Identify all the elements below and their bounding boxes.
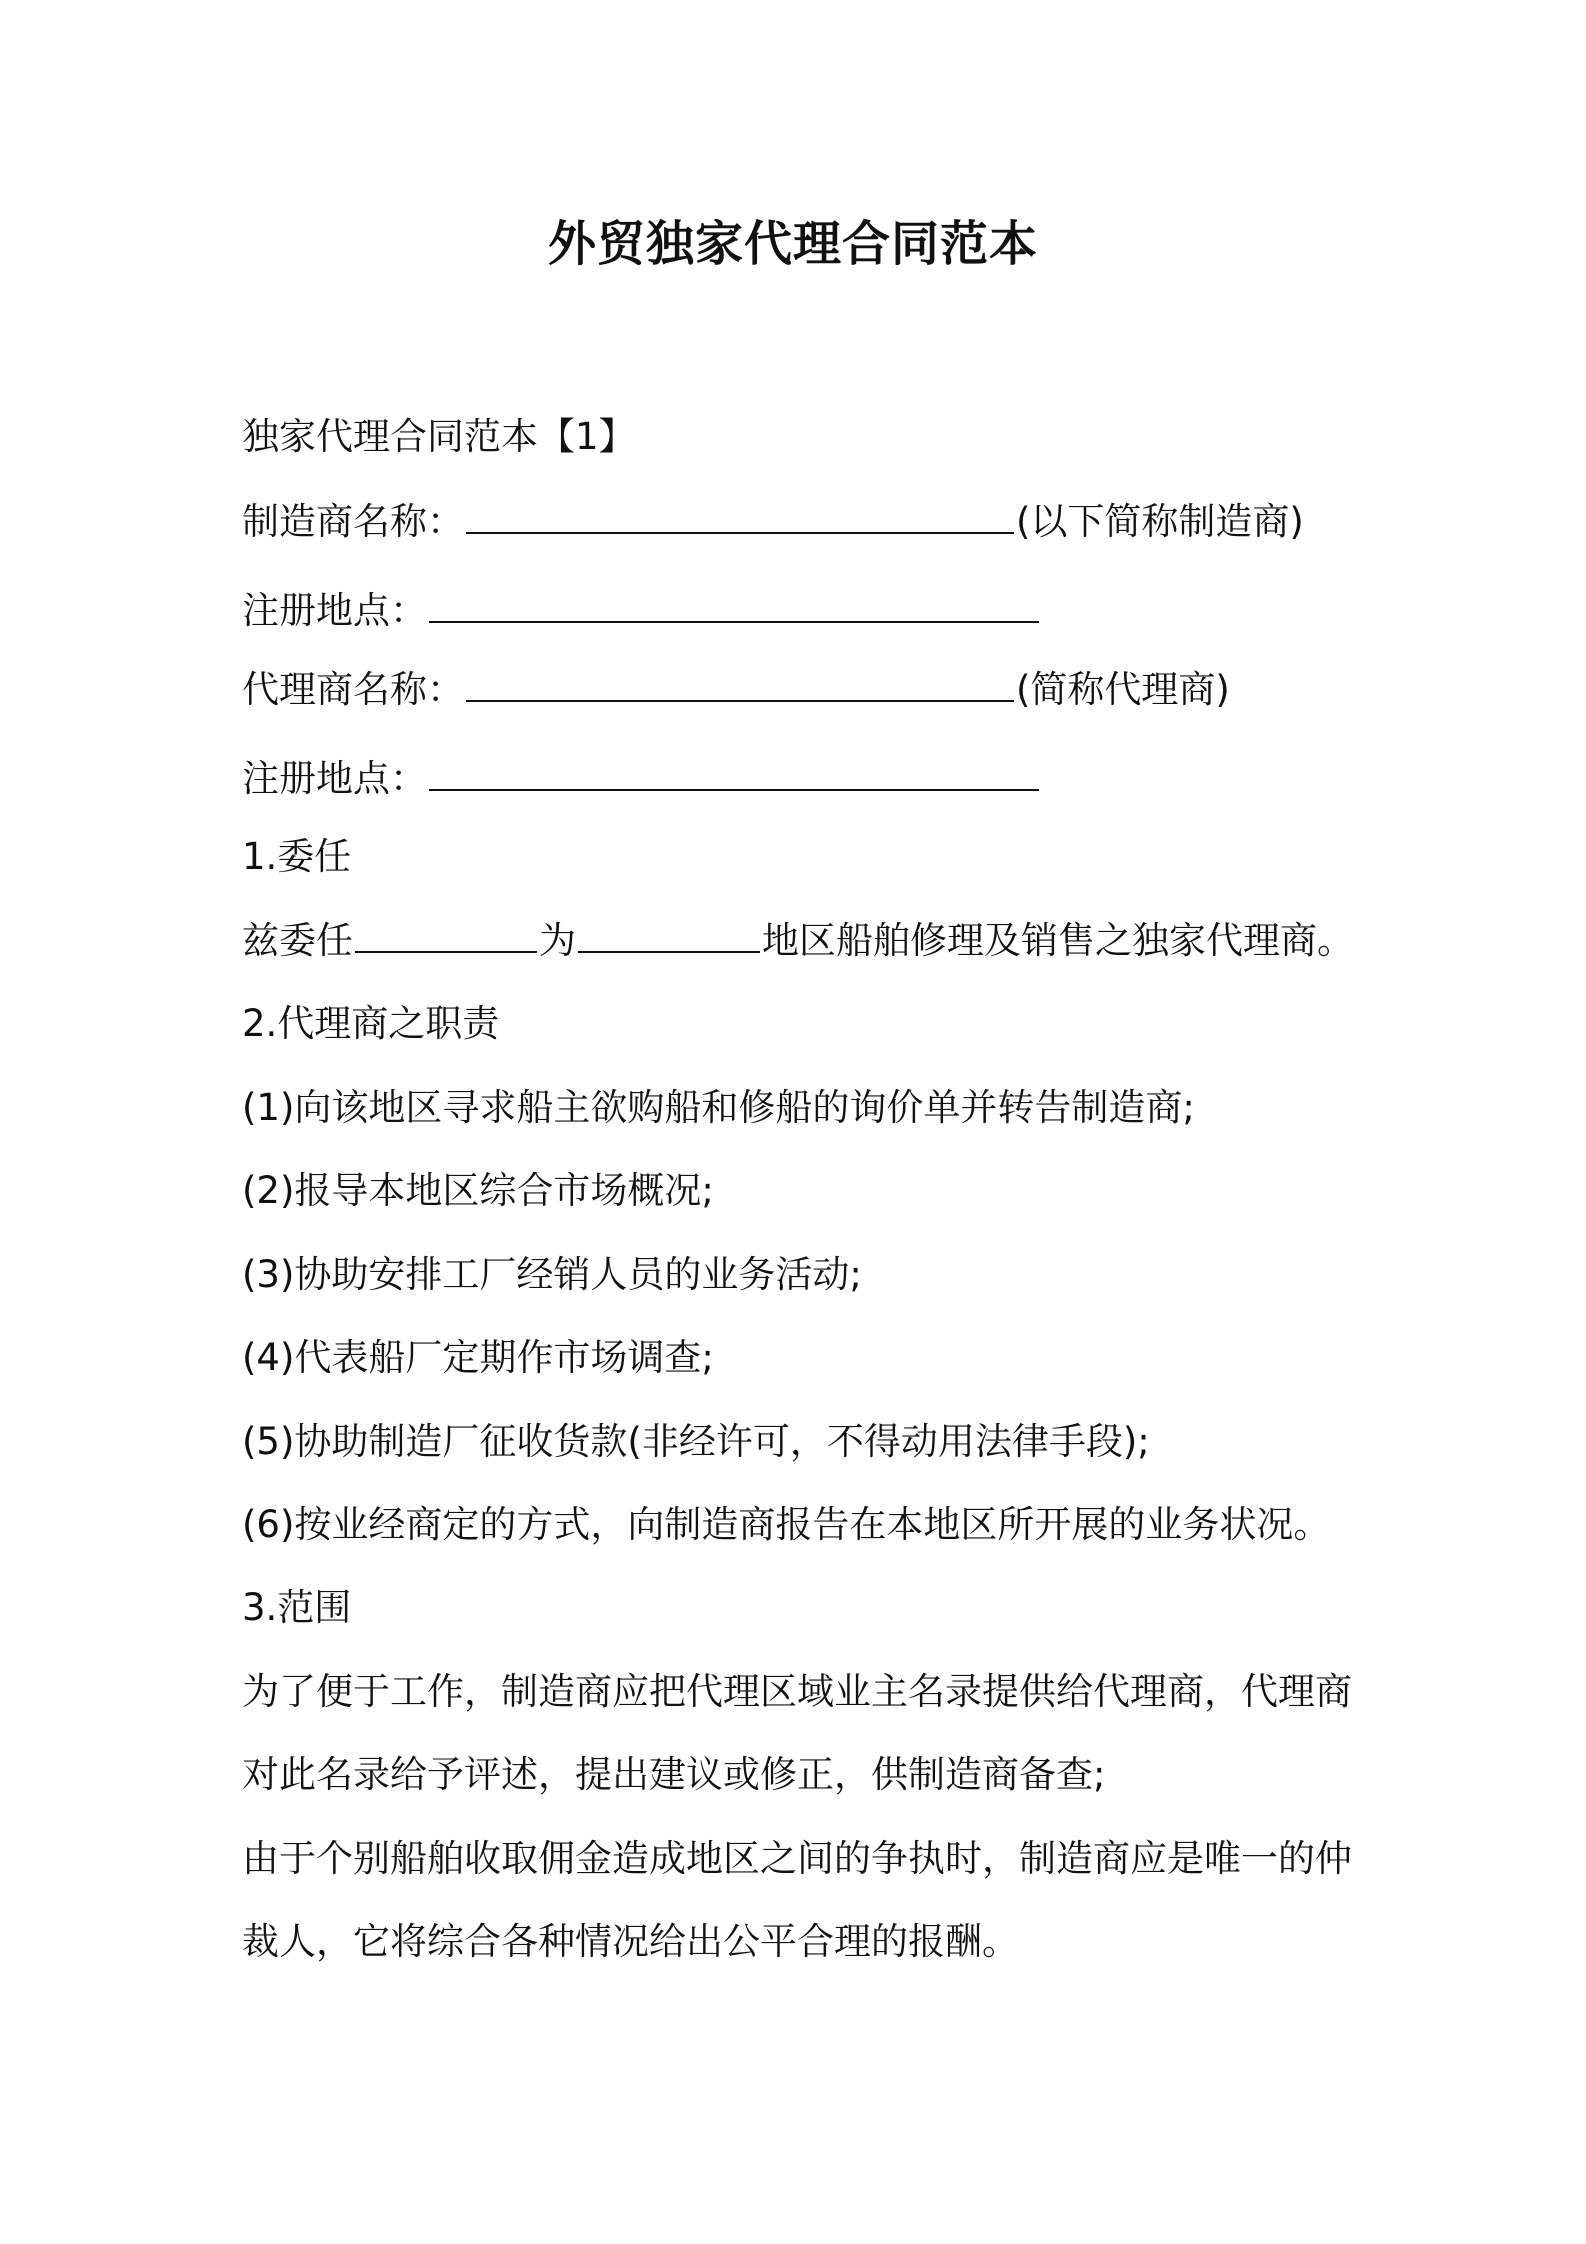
section2-item-3: (3)协助安排工厂经销人员的业务活动;: [242, 1253, 862, 1296]
agent-address-label: 注册地点：: [242, 757, 427, 800]
section2-item-2: (2)报导本地区综合市场概况;: [242, 1169, 714, 1212]
region-blank: [578, 917, 760, 953]
section1-text-part2: 为: [539, 919, 576, 962]
document-title: 外贸独家代理合同范本: [547, 216, 1038, 272]
section2-item-5: (5)协助制造厂征收货款(非经许可，不得动用法律手段);: [242, 1420, 1150, 1463]
manufacturer-name-suffix: (以下简称制造商): [1016, 500, 1304, 543]
section1-text-part1: 兹委任: [242, 919, 353, 962]
agent-name-line: [242, 665, 1382, 715]
section1-heading: 1.委任: [242, 835, 352, 878]
section1-text: [242, 916, 1382, 966]
agent-name-suffix: (简称代理商): [1016, 668, 1230, 711]
section3-para1-line1: 为了便于工作，制造商应把代理区域业主名录提供给代理商，代理商: [242, 1670, 1352, 1713]
section3-para1-line2: 对此名录给予评述，提出建议或修正，供制造商备查;: [242, 1753, 1106, 1796]
agent-address-blank: [429, 755, 1039, 791]
manufacturer-address-label: 注册地点：: [242, 589, 427, 632]
section2-heading: 2.代理商之职责: [242, 1002, 500, 1045]
section3-para2-line2: 裁人，它将综合各种情况给出公平合理的报酬。: [242, 1920, 1019, 1963]
agent-name-blank: [466, 666, 1014, 702]
manufacturer-name-blank: [466, 498, 1014, 534]
section3-heading: 3.范围: [242, 1586, 352, 1629]
section3-para2-line1: 由于个别船舶收取佣金造成地区之间的争执时，制造商应是唯一的仲: [242, 1837, 1352, 1880]
section2-item-1: (1)向该地区寻求船主欲购船和修船的询价单并转告制造商;: [242, 1086, 1195, 1129]
manufacturer-name-line: [242, 497, 1382, 547]
manufacturer-address-blank: [429, 587, 1039, 623]
manufacturer-address-line: [242, 586, 1382, 636]
agent-address-line: [242, 754, 1382, 804]
section2-item-4: (4)代表船厂定期作市场调查;: [242, 1336, 714, 1379]
contract-subtitle: 独家代理合同范本【1】: [242, 415, 636, 458]
agent-name-label: 代理商名称：: [242, 668, 464, 711]
manufacturer-name-label: 制造商名称：: [242, 500, 464, 543]
section2-item-6: (6)按业经商定的方式，向制造商报告在本地区所开展的业务状况。: [242, 1503, 1331, 1546]
section1-text-part3: 地区船舶修理及销售之独家代理商。: [762, 919, 1354, 962]
appointee-blank: [355, 917, 537, 953]
